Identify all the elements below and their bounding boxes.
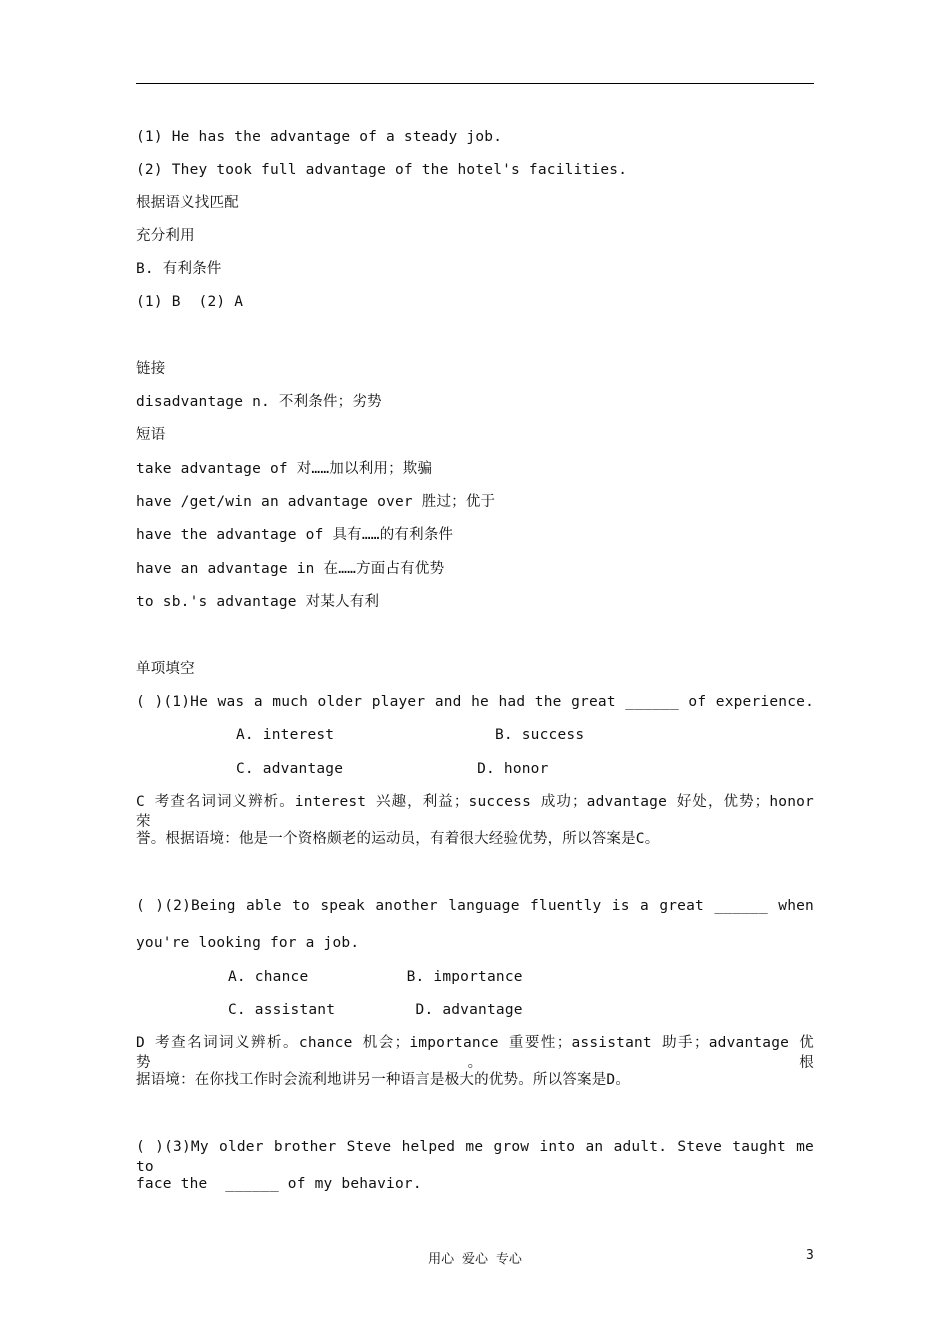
example-sentence-2: (2) They took full advantage of the hotel's facilities. [136,162,628,178]
question-3-line-1: ( )(3)My older brother Steve helped me grow into an adult. Steve taught me to [136,1139,814,1175]
phrase-3: have the advantage of 具有……的有利条件 [136,527,454,543]
page-number: 3 [806,1248,814,1263]
option-a: 充分利用 [136,228,195,244]
link-word: disadvantage n. 不利条件；劣势 [136,394,382,410]
phrase-heading: 短语 [136,427,166,443]
question-2-line-2: you're looking for a job. [136,935,360,951]
option-b: B. 有利条件 [136,261,222,277]
match-heading: 根据语义找匹配 [136,195,239,211]
phrase-4: have an advantage in 在……方面占有优势 [136,561,445,577]
footer-motto: 用心 爱心 专心 [428,1252,522,1267]
question-1-options-cd: C. advantage D. honor [236,761,549,777]
example-sentence-1: (1) He has the advantage of a steady job. [136,129,503,145]
link-heading: 链接 [136,361,166,377]
question-2-options-ab: A. chance B. importance [228,969,523,985]
answer-2-line-2: 据语境：在你找工作时会流利地讲另一种语言是极大的优势。所以答案是D。 [136,1072,631,1088]
question-1-options-ab: A. interest B. success [236,727,585,743]
phrase-5: to sb.'s advantage 对某人有利 [136,594,380,610]
match-answer: (1) B (2) A [136,294,244,310]
phrase-2: have /get/win an advantage over 胜过；优于 [136,494,496,510]
answer-2-line-1: D 考查名词词义辨析。chance 机会；importance 重要性；assistant 助手；advantage 优势。根 [136,1035,814,1071]
exercise-heading: 单项填空 [136,661,195,677]
phrase-1: take advantage of 对……加以利用；欺骗 [136,461,433,477]
header-rule [136,83,814,84]
answer-1-line-2: 誉。根据语境：他是一个资格颇老的运动员，有着很大经验优势，所以答案是C。 [136,831,660,847]
question-3-line-2: face the ______ of my behavior. [136,1176,422,1192]
question-2-line-1: ( )(2)Being able to speak another language fluently is a great ______ when [136,898,814,914]
question-2-options-cd: C. assistant D. advantage [228,1002,523,1018]
question-1: ( )(1)He was a much older player and he had the great ______ of experience. [136,694,814,710]
answer-1-line-1: C 考查名词词义辨析。interest 兴趣，利益；success 成功；advantage 好处，优势；honor 荣 [136,794,814,830]
